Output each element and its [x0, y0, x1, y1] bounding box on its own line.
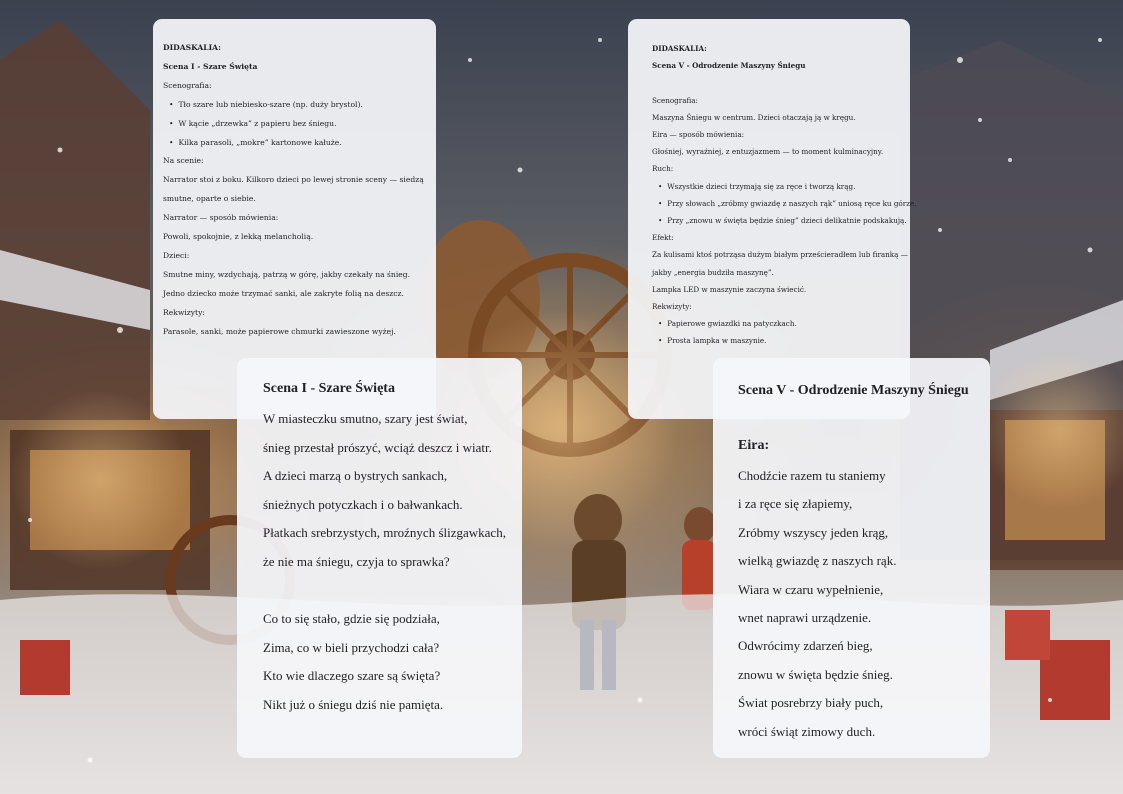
poem-line: wnet naprawi urządzenie.: [738, 610, 872, 626]
didascalia-line: • Przy słowach „zróbmy gwiazdę z naszych rąk” uniosą ręce ku górze.: [652, 195, 900, 212]
poem-line: wielką gwiazdę z naszych rąk.: [738, 553, 897, 569]
poem-line: i za ręce się złapiemy,: [738, 496, 853, 512]
didascalia-line: smutne, oparte o siebie.: [163, 194, 256, 204]
didascalia-line: Narrator stoi z boku. Kilkoro dzieci po lewej stronie sceny — siedzą: [163, 175, 424, 185]
didascalia-line: Powoli, spokojnie, z lekką melancholią.: [163, 232, 314, 242]
didascalia-line: Ruch:: [652, 164, 674, 174]
poem-line: znowu w święta będzie śnieg.: [738, 666, 893, 682]
didascalia-line: Dzieci:: [163, 250, 190, 260]
poem-card-scene-1: [237, 358, 522, 758]
didascalia-line: [652, 74, 900, 91]
didascalia-line: Parasole, sanki, może papierowe chmurki zawieszone wyżej.: [163, 326, 396, 336]
didascalia-line: Eira — sposób mówienia:: [652, 130, 745, 140]
poem-line: że nie ma śniegu, czyja to sprawka?: [263, 553, 450, 569]
poem-line: Kto wie dlaczego szare są święta?: [263, 668, 441, 684]
poem-line: wróci świąt zimowy duch.: [738, 723, 876, 739]
poem-line: Wiara w czaru wypełnienie,: [738, 581, 884, 597]
didascalia-line: DIDASKALIA:: [163, 43, 221, 52]
didascalia-line: Scena I - Szare Święta: [163, 61, 258, 71]
didascalia-line: Smutne miny, wzdychają, patrzą w górę, jakby czekały na śnieg.: [163, 269, 411, 279]
poem-line: śnieg przestał prószyć, wciąż deszcz i wiatr.: [263, 439, 492, 455]
didascalia-line: DIDASKALIA:: [652, 44, 707, 53]
didascalia-line: Lampka LED w maszynie zaczyna świecić.: [652, 284, 807, 294]
poem-line: śnieżnych potyczkach i o bałwankach.: [263, 496, 463, 512]
didascalia-line: • Przy „znowu w święta będzie śnieg” dzieci delikatnie podskakują.: [652, 212, 900, 229]
didascalia-line: Na scenie:: [163, 156, 204, 166]
poem-card-scene-5: [713, 358, 990, 758]
didascalia-line: Efekt:: [652, 233, 674, 243]
didascalia-line: Maszyna Śniegu w centrum. Dzieci otaczają ją w kręgu.: [652, 112, 856, 122]
poem-line: Chodźcie razem tu staniemy: [738, 468, 886, 483]
didascalia-line: Rekwizyty:: [163, 307, 205, 317]
didascalia-line: • Tło szare lub niebiesko-szare (np. duży brystol).: [163, 96, 426, 115]
didascalia-line: • Kilka parasoli, „mokre” kartonowe kałuże.: [163, 134, 426, 153]
poem-line: Zima, co w bieli przychodzi cała?: [263, 639, 440, 655]
didascalia-line: • Wszystkie dzieci trzymają się za ręce i tworzą krąg.: [652, 178, 900, 195]
didascalia-line: • Prosta lampka w maszynie.: [652, 332, 900, 349]
poem-lines: [738, 462, 990, 746]
didascalia-line: Jedno dziecko może trzymać sanki, ale zakryte folią na deszcz.: [163, 288, 404, 298]
didascalia-line: • W kącie „drzewka” z papieru bez śniegu.: [163, 115, 426, 134]
poem-speaker: Eira:: [738, 438, 770, 453]
didascalia-line: jakby „energia budziła maszynę”.: [652, 267, 774, 277]
poem-line: W miasteczku smutno, szary jest świat,: [263, 411, 468, 426]
didascalia-line: Za kulisami ktoś potrząsa dużym białym prześcieradłem lub firanką —: [652, 250, 908, 260]
didascalia-line: Rekwizyty:: [652, 302, 692, 312]
didascalia-line: Scenografia:: [652, 95, 698, 105]
didascalia-line: Scena V - Odrodzenie Maszyny Śniegu: [652, 61, 806, 71]
poem-line: A dzieci marzą o bystrych sankach,: [263, 468, 448, 484]
poem-line: Nikt już o śniegu dziś nie pamięta.: [263, 696, 444, 712]
poem-title: Scena V - Odrodzenie Maszyny Śniegu: [738, 383, 969, 398]
didascalia-line: Scenografia:: [163, 80, 212, 90]
didascalia-text: [652, 40, 917, 350]
poem-lines: [263, 405, 522, 720]
didascalia-line: Narrator — sposób mówienia:: [163, 213, 279, 223]
poem-line: Zróbmy wszyscy jeden krąg,: [738, 524, 889, 540]
didascalia-text: [163, 39, 426, 342]
didascalia-line: Głośniej, wyraźniej, z entuzjazmem — to moment kulminacyjny.: [652, 147, 884, 157]
poem-line: Co to się stało, gdzie się podziała,: [263, 611, 440, 627]
poem-line: Płatkach srebrzystych, mroźnych ślizgawkach,: [263, 525, 506, 541]
poem-line: Świat posrebrzy biały puch,: [738, 695, 884, 711]
didascalia-line: • Papierowe gwiazdki na patyczkach.: [652, 315, 900, 332]
poem-title: Scena I - Szare Święta: [263, 381, 395, 396]
poem-line: Odwrócimy zdarzeń bieg,: [738, 638, 873, 654]
poem-line: [263, 577, 522, 606]
